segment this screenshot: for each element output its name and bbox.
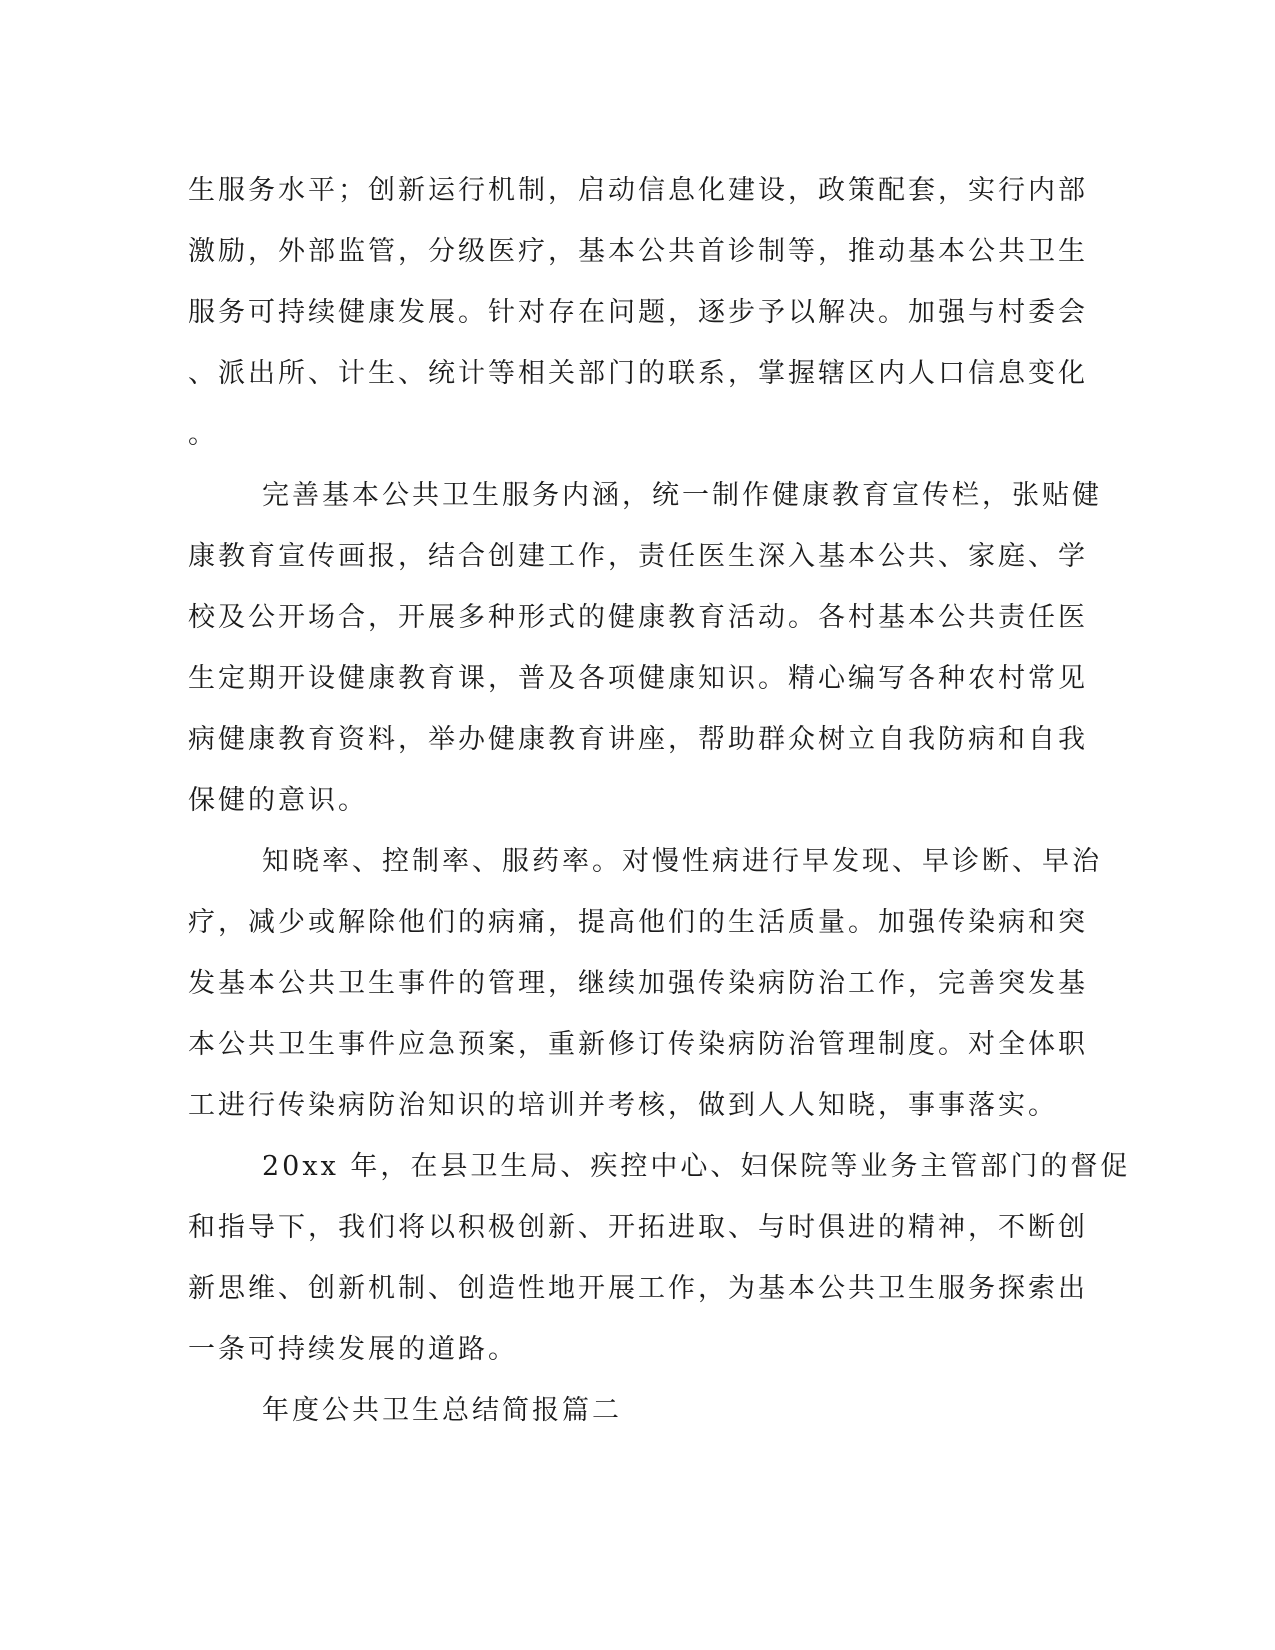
text-line: 和指导下，我们将以积极创新、开拓进取、与时俱进的精神，不断创: [188, 1212, 1088, 1243]
text-line: 生定期开设健康教育课，普及各项健康知识。精心编写各种农村常见: [188, 663, 1088, 694]
text-line: 激励，外部监管，分级医疗，基本公共首诊制等，推动基本公共卫生: [188, 236, 1088, 267]
paragraph-4: [188, 1136, 1131, 1380]
text-line: 发基本公共卫生事件的管理，继续加强传染病防治工作，完善突发基: [188, 968, 1088, 999]
text-line: 生服务水平；创新运行机制，启动信息化建设，政策配套，实行内部: [188, 175, 1088, 206]
text-line: 校及公开场合，开展多种形式的健康教育活动。各村基本公共责任医: [188, 602, 1088, 633]
text-line: 康教育宣传画报，结合创建工作，责任医生深入基本公共、家庭、学: [188, 541, 1088, 572]
text-line: 疗，减少或解除他们的病痛，提高他们的生活质量。加强传染病和突: [188, 907, 1088, 938]
text-line: 新思维、创新机制、创造性地开展工作，为基本公共卫生服务探索出: [188, 1273, 1088, 1304]
document-body: [188, 160, 1131, 1441]
text-line: 保健的意识。: [188, 785, 368, 816]
text-line: 、派出所、计生、统计等相关部门的联系，掌握辖区内人口信息变化: [188, 358, 1088, 389]
paragraph-2: [188, 465, 1102, 831]
text-line: 一条可持续发展的道路。: [188, 1334, 518, 1365]
text-line: 20xx 年，在县卫生局、疾控中心、妇保院等业务主管部门的督促: [262, 1151, 1131, 1182]
text-line: 。: [188, 419, 218, 450]
text-line: 服务可持续健康发展。针对存在问题，逐步予以解决。加强与村委会: [188, 297, 1088, 328]
paragraph-3: [188, 831, 1102, 1136]
heading-line: 年度公共卫生总结简报篇二: [262, 1395, 622, 1426]
text-line: 知晓率、控制率、服药率。对慢性病进行早发现、早诊断、早治: [262, 846, 1102, 877]
text-line: 本公共卫生事件应急预案，重新修订传染病防治管理制度。对全体职: [188, 1029, 1088, 1060]
paragraph-1: [188, 160, 1088, 465]
text-line: 病健康教育资料，举办健康教育讲座，帮助群众树立自我防病和自我: [188, 724, 1088, 755]
text-line: 工进行传染病防治知识的培训并考核，做到人人知晓，事事落实。: [188, 1090, 1058, 1121]
text-line: 完善基本公共卫生服务内涵，统一制作健康教育宣传栏，张贴健: [262, 480, 1102, 511]
section-heading: [188, 1380, 1078, 1441]
